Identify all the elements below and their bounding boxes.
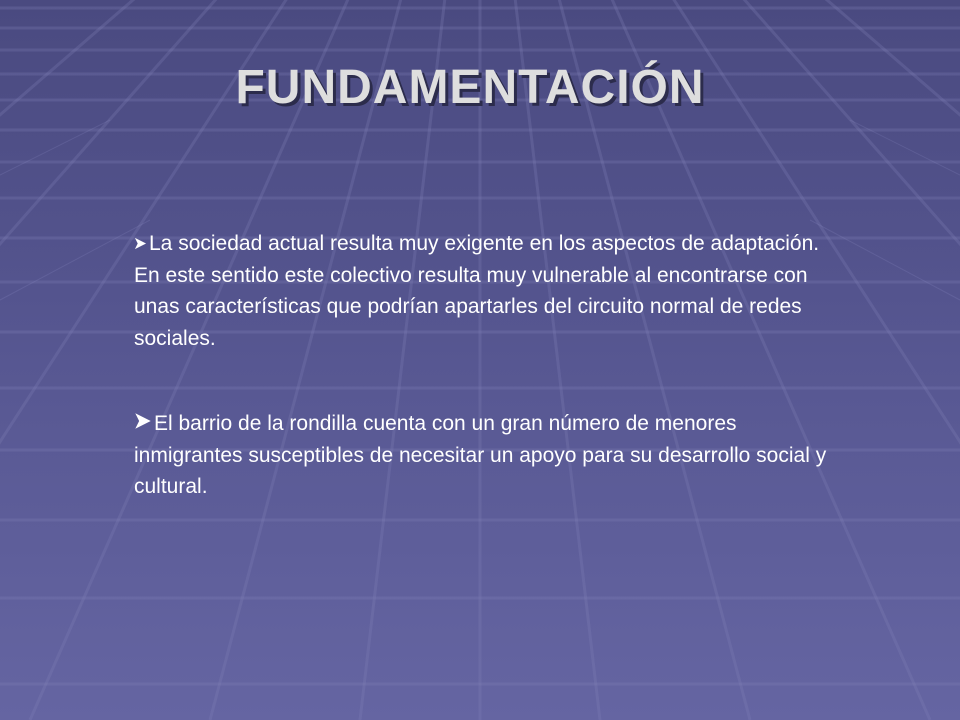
- bullet-list: [134, 228, 834, 557]
- slide-title: FUNDAMENTACIÓN: [235, 61, 705, 114]
- bullet-text: El barrio de la rondilla cuenta con un gran número de menores inmigrantes susceptibles de necesitar un apoyo para su desarrollo social y cultural.: [134, 412, 827, 498]
- bullet-item: [134, 228, 834, 354]
- arrowhead-bullet-icon: [134, 408, 152, 440]
- bullet-text: La sociedad actual resulta muy exigente en los aspectos de adaptación. En este sentido este colectivo resulta muy vulnerable al encontrarse con unas características que podrían apartarles del circuito normal de redes sociales.: [134, 232, 820, 350]
- bullet-item: [134, 408, 834, 503]
- arrowhead-bullet-icon: [134, 228, 147, 260]
